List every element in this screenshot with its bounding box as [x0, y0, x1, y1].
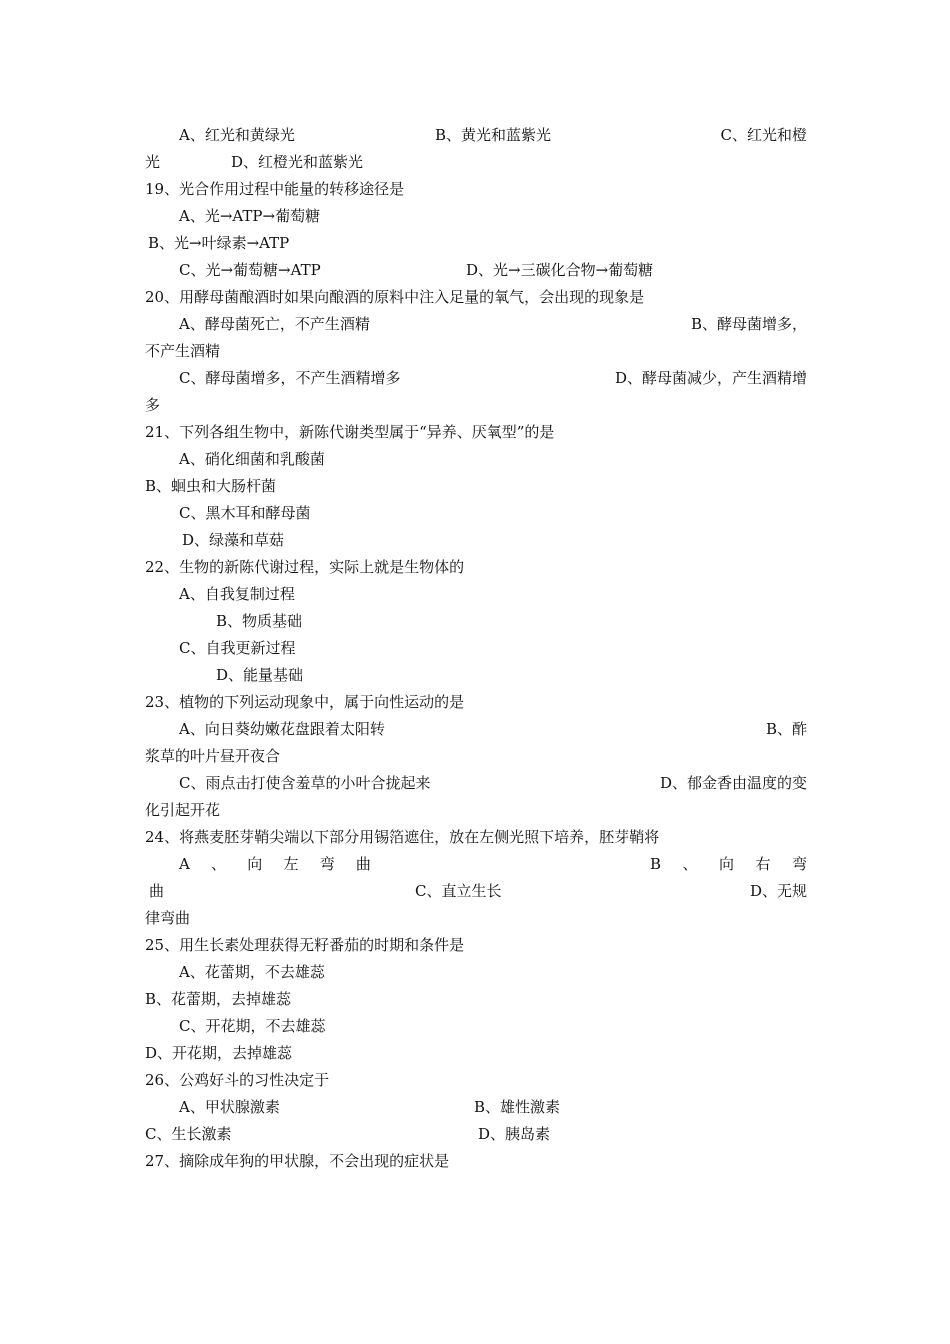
- q22-stem: 22、生物的新陈代谢过程，实际上就是生物体的: [145, 558, 465, 576]
- q26-stem: 26、公鸡好斗的习性决定于: [145, 1071, 330, 1089]
- q21-option-c: C、黑木耳和酵母菌: [179, 504, 311, 522]
- q18-options-line-1: [179, 122, 807, 149]
- q24-option-b-char: B: [650, 855, 662, 873]
- q23-option-d: D、郁金香由温度的变: [659, 774, 807, 792]
- q24-options-line-ab: [179, 851, 807, 878]
- q23-option-d-continued: 化引起开花: [145, 801, 221, 819]
- q26-options-line-ab: [179, 1094, 807, 1121]
- q24-option-b-char: 弯: [791, 855, 807, 873]
- q24-option-b-continued: 曲: [149, 882, 165, 900]
- q23-options-line-ab: [179, 716, 807, 743]
- q24-option-a-char: 向: [247, 855, 263, 873]
- q25-option-d: D、开花期，去掉雄蕊: [145, 1044, 293, 1062]
- q20-option-b: B、酵母菌增多，: [690, 315, 807, 333]
- q18-option-b: B、黄光和蓝紫光: [435, 126, 552, 144]
- q20-option-c: C、酵母菌增多，不产生酒精增多: [179, 369, 401, 387]
- q25-option-a: A、花蕾期，不去雄蕊: [179, 963, 325, 981]
- q26-option-a: A、甲状腺激素: [179, 1098, 280, 1116]
- q19-stem: 19、光合作用过程中能量的转移途径是: [145, 180, 405, 198]
- q20-options-line-cd: [179, 365, 807, 392]
- q21-stem: 21、下列各组生物中，新陈代谢类型属于“异养、厌氧型”的是: [145, 423, 555, 441]
- q24-option-b: [650, 851, 807, 878]
- q24-option-c: C、直立生长: [415, 882, 502, 900]
- q19-options-line-cd: [179, 257, 807, 284]
- q23-option-a: A、向日葵幼嫩花盘跟着太阳转: [179, 720, 385, 738]
- q24-options-line-bcd: [145, 878, 807, 905]
- q24-option-a-char: 左: [283, 855, 299, 873]
- q24-option-a-char: 弯: [319, 855, 335, 873]
- q23-option-b: B、酢: [765, 720, 807, 738]
- q24-option-a-char: 曲: [355, 855, 371, 873]
- q26-option-b: B、雄性激素: [474, 1098, 561, 1116]
- q22-option-c: C、自我更新过程: [179, 639, 296, 657]
- q27-stem: 27、摘除成年狗的甲状腺，不会出现的症状是: [145, 1152, 450, 1170]
- q24-option-a: [179, 851, 371, 878]
- q24-stem: 24、将燕麦胚芽鞘尖端以下部分用锡箔遮住，放在左侧光照下培养，胚芽鞘将: [145, 828, 660, 846]
- q24-option-a-char: A: [179, 855, 190, 873]
- q24-option-d: D、无规: [749, 882, 807, 900]
- q26-options-line-cd: [145, 1121, 807, 1148]
- q23-option-b-continued: 浆草的叶片昼开夜合: [145, 747, 281, 765]
- q20-options-line-ab: [179, 311, 807, 338]
- q21-option-b: B、蛔虫和大肠杆菌: [145, 477, 277, 495]
- q24-option-b-char: 、: [682, 855, 698, 873]
- q19-option-c: C、光→葡萄糖→ATP: [179, 261, 321, 279]
- q21-option-a: A、硝化细菌和乳酸菌: [179, 450, 325, 468]
- q18-option-a: A、红光和黄绿光: [179, 126, 295, 144]
- q19-option-a: A、光→ATP→葡萄糖: [179, 207, 321, 225]
- q20-option-d: D、酵母菌减少，产生酒精增: [614, 369, 807, 387]
- q18-option-c-continued: 光: [145, 153, 161, 171]
- q21-option-d: D、绿藻和草菇: [182, 531, 285, 549]
- q24-option-b-char: 右: [755, 855, 771, 873]
- q26-option-c: C、生长激素: [145, 1125, 232, 1143]
- q23-options-line-cd: [179, 770, 807, 797]
- q19-option-b: B、光→叶绿素→ATP: [148, 234, 290, 252]
- q18-option-d: D、红橙光和蓝紫光: [231, 153, 364, 171]
- q18-option-c: C、红光和橙: [720, 126, 807, 144]
- q20-option-a: A、酵母菌死亡，不产生酒精: [179, 315, 370, 333]
- q18-options-line-2: [145, 149, 807, 176]
- q25-option-c: C、开花期，不去雄蕊: [179, 1017, 326, 1035]
- q25-stem: 25、用生长素处理获得无籽番茄的时期和条件是: [145, 936, 465, 954]
- q23-option-c: C、雨点击打使含羞草的小叶合拢起来: [179, 774, 431, 792]
- q20-stem: 20、用酵母菌酿酒时如果向酿酒的原料中注入足量的氧气，会出现的现象是: [145, 288, 645, 306]
- q20-option-b-continued: 不产生酒精: [145, 342, 221, 360]
- q24-option-a-char: 、: [211, 855, 227, 873]
- q20-option-d-continued: 多: [145, 396, 161, 414]
- q22-option-d: D、能量基础: [216, 666, 304, 684]
- q23-stem: 23、植物的下列运动现象中，属于向性运动的是: [145, 693, 465, 711]
- q22-option-a: A、自我复制过程: [179, 585, 295, 603]
- q26-option-d: D、胰岛素: [478, 1125, 551, 1143]
- q19-option-d: D、光→三碳化合物→葡萄糖: [466, 261, 654, 279]
- q22-option-b: B、物质基础: [216, 612, 303, 630]
- q24-option-d-continued: 律弯曲: [145, 909, 191, 927]
- q24-option-b-char: 向: [718, 855, 734, 873]
- q25-option-b: B、花蕾期，去掉雄蕊: [145, 990, 292, 1008]
